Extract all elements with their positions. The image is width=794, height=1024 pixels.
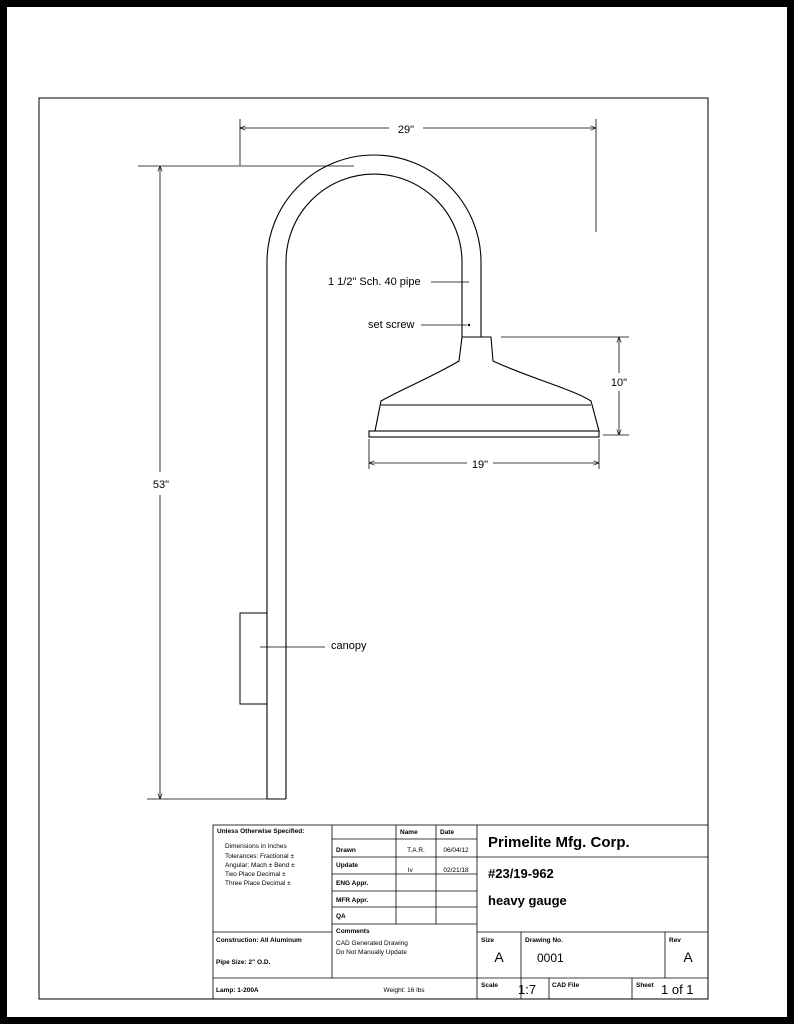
update-name: lv (408, 867, 413, 874)
lamp-label: Lamp: 1-200A (216, 987, 259, 994)
dimension-shade-height (501, 337, 629, 435)
gooseneck-pipe (267, 155, 481, 799)
comment-line: Do Not Manually Update (336, 949, 407, 956)
shade (369, 337, 599, 437)
spec-line: Two Place Decimal ± (225, 871, 286, 878)
cad-file-label: CAD File (552, 982, 580, 989)
eng-appr-label: ENG Appr. (336, 880, 369, 887)
weight-label: Weight: 16 lbs (383, 987, 425, 994)
comments-label: Comments (336, 928, 370, 935)
set-screw-mark (468, 324, 470, 326)
drawing-sheet (7, 7, 787, 1017)
update-date: 02/21/18 (443, 867, 469, 874)
set-screw-callout: set screw (368, 319, 415, 331)
scale-value: 1:7 (518, 982, 537, 997)
size-label: Size (481, 937, 495, 944)
date-column-header: Date (440, 829, 455, 836)
dimension-shade-height-label: 10" (610, 377, 628, 389)
pipe-callout: 1 1/2" Sch. 40 pipe (328, 276, 421, 288)
drawn-date: 06/04/12 (443, 847, 469, 854)
mfr-appr-label: MFR Appr. (336, 897, 369, 904)
part-number: #23/19-962 (488, 866, 554, 881)
qa-label: QA (336, 913, 346, 920)
sheet-value: 1 of 1 (661, 982, 694, 997)
company-name: Primelite Mfg. Corp. (488, 834, 630, 851)
drawing-no-label: Drawing No. (525, 937, 563, 944)
rev-value: A (683, 949, 693, 965)
construction-label: Construction: All Aluminum (216, 937, 302, 944)
spec-line: Tolerances: Fractional ± (225, 853, 294, 860)
part-description: heavy gauge (488, 893, 567, 908)
scale-label: Scale (481, 982, 498, 989)
dimension-width (240, 119, 596, 232)
spec-line: Dimensions in Inches (225, 843, 287, 850)
drawn-label: Drawn (336, 847, 356, 854)
size-value: A (494, 949, 504, 965)
unless-specified-label: Unless Otherwise Specified: (217, 828, 305, 835)
technical-drawing (7, 7, 787, 1017)
canopy-callout: canopy (331, 640, 367, 652)
rev-label: Rev (669, 937, 681, 944)
pipe-size-label: Pipe Size: 2" O.D. (216, 959, 271, 966)
dimension-height-label: 53" (152, 479, 170, 491)
dimension-width-label: 29" (397, 124, 415, 136)
drawing-no: 0001 (537, 951, 564, 965)
drawn-name: T.A.R. (407, 847, 425, 854)
canopy-plate (240, 613, 267, 704)
name-column-header: Name (400, 829, 418, 836)
update-label: Update (336, 862, 359, 869)
spec-line: Angular: Mach ± Bend ± (225, 862, 295, 869)
spec-line: Three Place Decimal ± (225, 880, 291, 887)
comment-line: CAD Generated Drawing (336, 940, 408, 947)
dimension-shade-width-label: 19" (471, 459, 489, 471)
drawing-border (39, 98, 708, 999)
sheet-label: Sheet (636, 982, 654, 989)
